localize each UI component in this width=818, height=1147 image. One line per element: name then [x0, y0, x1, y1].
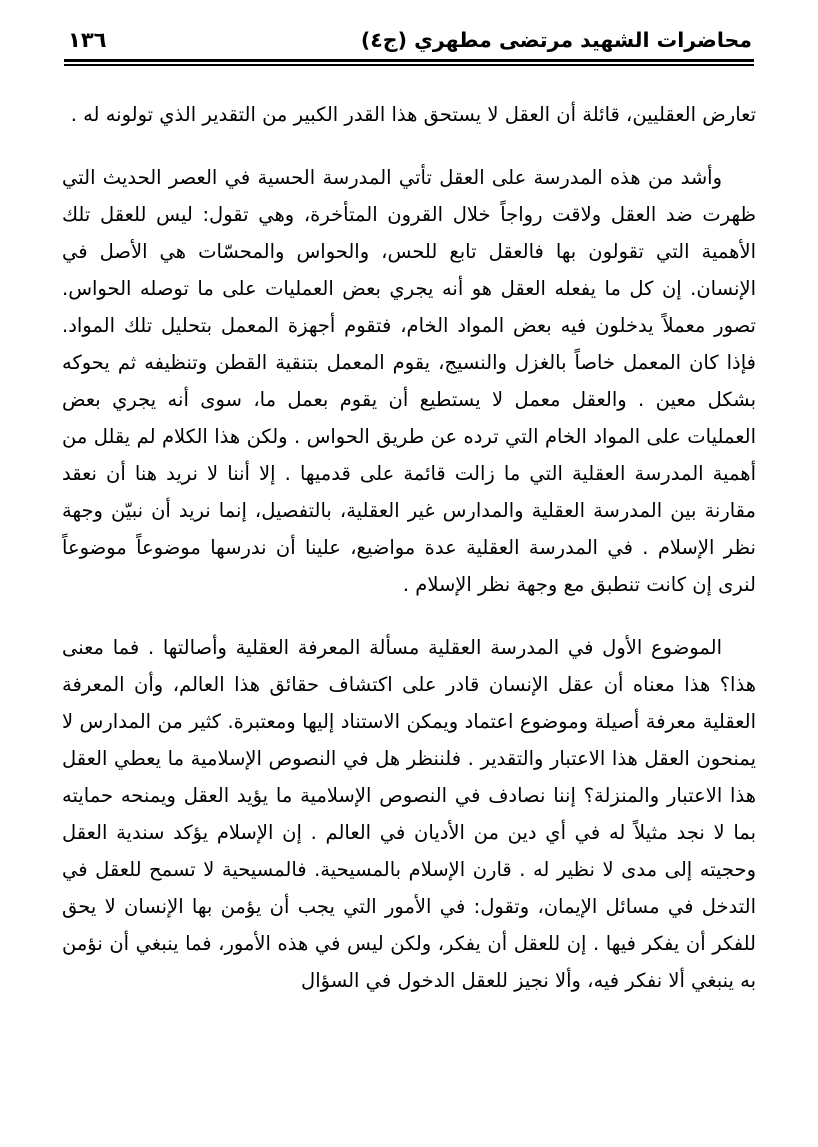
book-title: محاضرات الشهيد مرتضى مطهري (ج٤): [360, 28, 752, 52]
paragraph: الموضوع الأول في المدرسة العقلية مسألة المعرفة العقلية وأصالتها . فما معنى هذا؟ هذا معناه أن عقل الإنسان قادر على اكتشاف حقائق هذا العالم، وأن المعرفة العقلية معرفة أصيلة وموضوع اعتماد ويمكن الاستناد إليها ومعتبرة. كثير من المدارس لا يمنحون العقل هذا الاعتبار والتقدير . فلننظر هل في النصوص الإسلامية ما يعطي العقل هذا الاعتبار والمنزلة؟ إننا نصادف في النصوص الإسلامية ما يؤيد العقل ويمنحه حمايته بما لا نجد مثيلاً له في أي دين من الأديان في العالم . إن الإسلام يؤكد سندية العقل وحجيته إلى مدى لا نظير له . قارن الإسلام بالمسيحية. فالمسيحية لا تسمح للعقل في التدخل في مسائل الإيمان، وتقول: في الأمور التي يجب أن يؤمن بها الإنسان لا يحق للفكر أن يفكر فيها . إن للعقل أن يفكر، ولكن ليس في هذه الأمور، فما ينبغي أن نؤمن به ينبغي ألا نفكر فيه، وألا نجيز للعقل الدخول في السؤال: [62, 635, 756, 992]
page-header: [62, 28, 756, 52]
header-divider: [62, 59, 756, 66]
paragraph: وأشد من هذه المدرسة على العقل تأتي المدرسة الحسية في العصر الحديث التي ظهرت ضد العقل ولاقت رواجاً خلال القرون المتأخرة، وهي تقول: ليس للعقل تلك الأهمية التي تقولون بها فالعقل تابع للحس، والحواس والمحسّات هي الأصل في الإنسان. إن كل ما يفعله العقل هو أنه يجري بعض العمليات على ما توصله الحواس. تصور معملاً يدخلون فيه بعض المواد الخام، فتقوم أجهزة المعمل بتحليل تلك المواد. فإذا كان المعمل خاصاً بالغزل والنسيج، يقوم المعمل بتنقية القطن وتنظيفه ثم يحوكه بشكل معين . والعقل معمل لا يستطيع أن يقوم بعمل ما، سوى أنه يجري بعض العمليات على المواد الخام التي ترده عن طريق الحواس . ولكن هذا الكلام لم يقلل من أهمية المدرسة العقلية التي ما زالت قائمة على قدميها . إلا أننا لا نريد هنا أن نعقد مقارنة بين المدرسة العقلية والمدارس غير العقلية، بالتفصيل، إنما نريد أن نبيّن وجهة نظر الإسلام . في المدرسة العقلية عدة مواضيع، علينا أن ندرسها موضوعاً موضوعاً لنرى إن كانت تنطبق مع وجهة نظر الإسلام .: [62, 165, 756, 596]
paragraph: تعارض العقليين، قائلة أن العقل لا يستحق هذا القدر الكبير من التقدير الذي تولونه له .: [70, 102, 756, 126]
page-number: ١٣٦: [68, 28, 107, 52]
page-body: [62, 96, 756, 999]
divider-thin-line: [64, 64, 754, 66]
